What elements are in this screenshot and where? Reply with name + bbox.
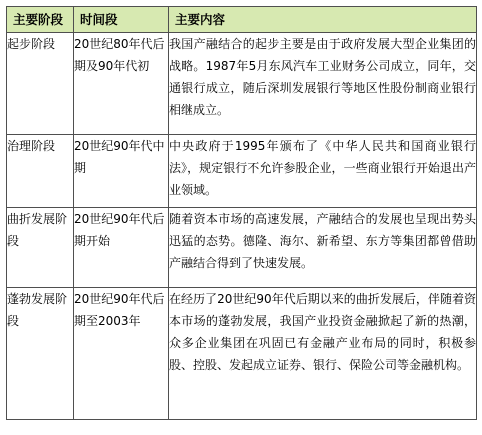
stage-cell: 曲折发展阶段	[7, 208, 74, 288]
header-period: 时间段	[74, 7, 169, 33]
stage-cell: 治理阶段	[7, 135, 74, 208]
header-content: 主要内容	[169, 7, 477, 33]
period-cell: 20世纪90年代后期至2003年	[74, 288, 169, 420]
period-cell: 20世纪80年代后期及90年代初	[74, 33, 169, 135]
table-row	[7, 135, 477, 208]
content-cell: 中央政府于1995年颁布了《中华人民共和国商业银行法》，规定银行不允许参股企业，一些商业银行开始退出产业领域。	[169, 135, 477, 208]
stage-cell: 起步阶段	[7, 33, 74, 135]
table-row	[7, 208, 477, 288]
stage-cell: 蓬勃发展阶段	[7, 288, 74, 420]
period-cell: 20世纪90年代后期开始	[74, 208, 169, 288]
period-cell: 20世纪90年代中期	[74, 135, 169, 208]
stages-table	[6, 6, 477, 420]
content-cell: 随着资本市场的高速发展，产融结合的发展也呈现出势头迅猛的态势。德隆、海尔、新希望、东方等集团都曾借助产融结合得到了快速发展。	[169, 208, 477, 288]
table-header-row	[7, 7, 477, 33]
table-row	[7, 33, 477, 135]
content-cell: 在经历了20世纪90年代后期以来的曲折发展后，伴随着资本市场的蓬勃发展，我国产业投资金融掀起了新的热潮，众多企业集团在巩固已有金融产业布局的同时，积极参股、控股、发起成立证券、银行、保险公司等金融机构。	[169, 288, 477, 420]
header-stage: 主要阶段	[7, 7, 74, 33]
content-cell: 我国产融结合的起步主要是由于政府发展大型企业集团的战略。1987年5月东风汽车工业财务公司成立，同年，交通银行成立，随后深圳发展银行等地区性股份制商业银行相继成立。	[169, 33, 477, 135]
table-row	[7, 288, 477, 420]
